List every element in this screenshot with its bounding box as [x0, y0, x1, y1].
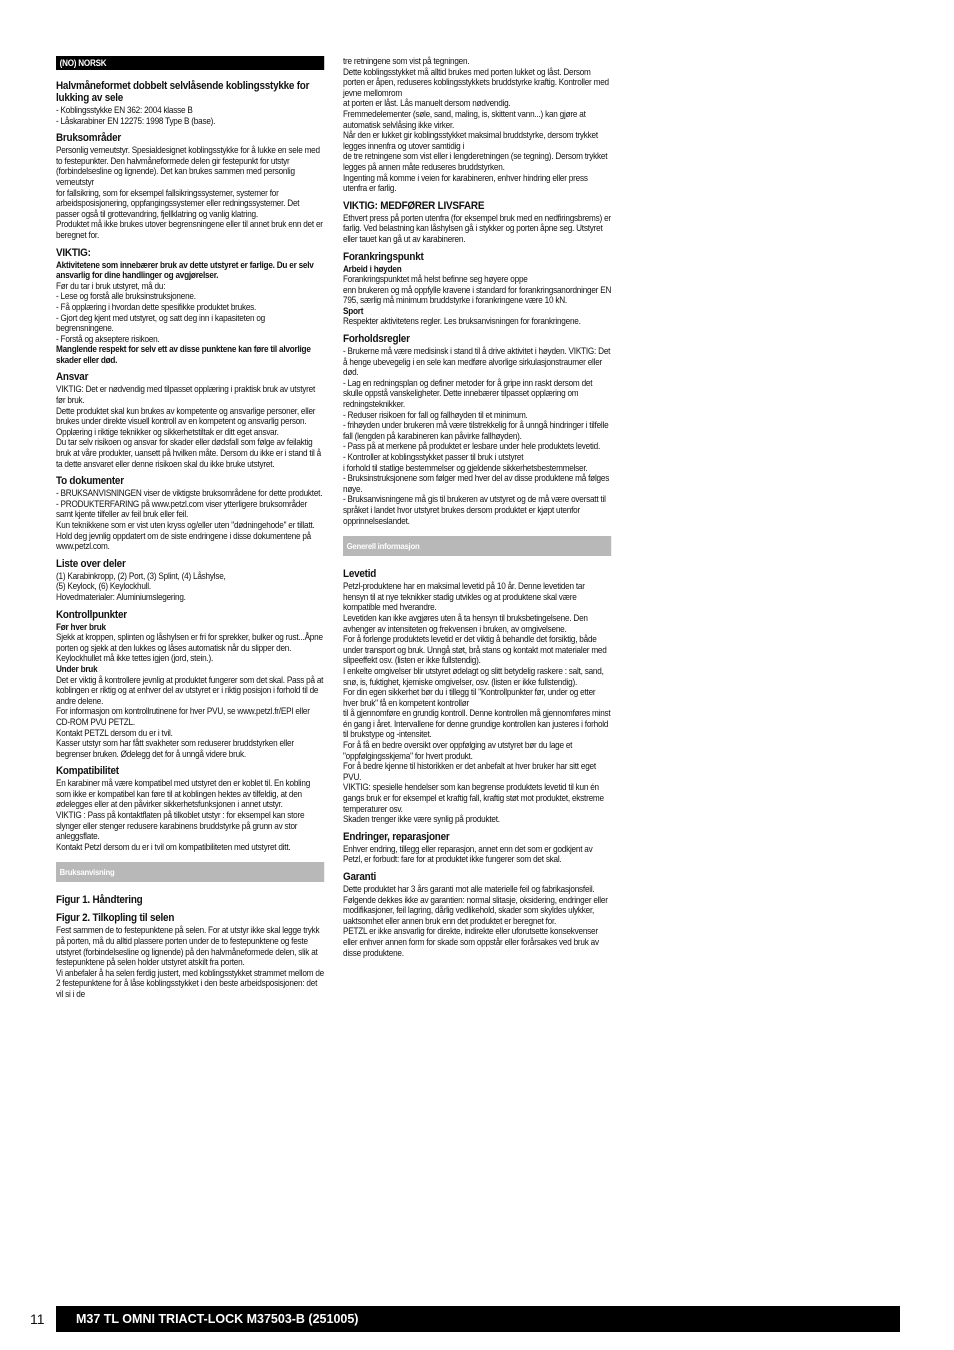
subheading-under-bruk: Under bruk	[56, 663, 98, 674]
text-for-hver-bruk: Sjekk at kroppen, splinten og låshylsen er fri for sprekker, bulker og rust...Åpne porten og sjekk at den lukkes og låses automatisk når du slipper den. Keylockhullet må ikke tettes igjen (jord, stein.).	[56, 632, 323, 664]
subheading-sport: Sport	[343, 305, 364, 316]
text-viktig: Før du tar i bruk utstyret, må du: - Lese og forstå alle bruksinstruksjonene. - Få opplæring i hvordan dette spesifikke produktet brukes. - Gjort deg kjent med utstyret, og satt deg inn i kapasiteten og begrensningene. - Forstå og akseptere risikoen.	[56, 280, 265, 344]
product-standards: - Koblingsstykke EN 362: 2004 klasse B - Låskarabiner EN 12275: 1998 Type B (base).	[56, 105, 216, 126]
text-continuation: tre retningene som vist på tegningen. Dette koblingsstykket må alltid brukes med porten lukket og låst. Dersom porten er åpen, reduseres koblingsstykkets bruddstyrke kraftig. Kontroller med jevne mellomrom at porten er låst. Lås manuelt dersom nødvendig. Fremmedelementer (søle, sand, maling, is, skittent vann...) kan gjøre at automatisk selvlåsing ikke virker. Når den er lukket gir koblingsstykket maksimal bruddstyrke, dersom trykket legges innenfra og utover samtidig i de tre retningene som vist eller i lengderetningen (se tegning). Dersom trykket legges på annen måte reduseres bruddstyrken. Ingenting må komme i veien for karabineren, enhver hindring eller press utenfra er farlig.	[343, 56, 609, 194]
text-garanti: Dette produktet har 3 års garanti mot alle materielle feil og fabrikasjonsfeil. Følgende dekkes ikke av garantien: normal slitasje, oksidering, endringer eller modifikasjoner, feil lagring, dårlig vedlikehold, skader som skyldes ulykker, uaktsomhet eller annen bruk enn det produktet er beregnet for. PETZL er ikke ansvarlig for direkte, indirekte eller uforutsette konsekvenser eller enhver annen form for skade som oppstår eller forårsakes ved bruk av disse produktene.	[343, 884, 608, 958]
heading-garanti: Garanti	[343, 871, 377, 883]
text-liste-over-deler: (1) Karabinkropp, (2) Port, (3) Splint, (4) Låshylse, (5) Keylock, (6) Keylockhull. Hovedmaterialer: Aluminiumslegering.	[56, 570, 226, 602]
section-bar-generell-informasjon: Generell informasjon	[343, 536, 611, 556]
subheading-arbeid-i-hoyden: Arbeid i høyden	[343, 263, 402, 274]
heading-ansvar: Ansvar	[56, 371, 89, 384]
text-viktig-warning: Manglende respekt for selv ett av disse punktene kan føre til alvorlige skader eller død.	[56, 344, 311, 365]
product-title: Halvmåneformet dobbelt selvlåsende koblingsstykke for lukking av sele	[56, 80, 310, 104]
heading-endringer: Endringer, reparasjoner	[343, 830, 450, 843]
heading-bruksomrader: Bruksområder	[56, 132, 121, 145]
text-forholdsregler: - Brukerne må være medisinsk i stand til å drive aktivitet i høyden. VIKTIG: Det å henge ubevegelig i en sele kan medføre alvorlige sirkulasjonstraumer eller død. - Lag en redningsplan og definer metoder for å gripe inn raskt dersom det skulle oppstå vanskeligheter. Dette innebærer tilpasset opplæring om redningsteknikker. - Reduser risikoen for fall og fallhøyden til et minimum. - frihøyden under brukeren må være tilstrekkelig for å unngå hindringer i tilfelle fall (lengden på karabineren kan påvirke fallhøyden). - Pass på at merkene på produktet er lesbare under hele produktets levetid. - Kontroller at koblingsstykket passer til bruk i utstyret i forhold til statlige bestemmelser og gjeldende sikkerhetsbestemmelser. - Bruksinstruksjonene som følger med hver del av disse produktene må følges nøye. - Bruksanvisningene må gis til brukeren av utstyret og de må være oversatt til språket i landet hvor utstyret brukes dersom produktet er kjøpt utenfor opprinnelseslandet.	[343, 346, 611, 526]
text-ansvar: VIKTIG: Det er nødvendig med tilpasset opplæring i praktisk bruk av utstyret før bruk. Dette produktet skal kun brukes av kompetente og ansvarlige personer, eller brukes under direkte visuell kontroll av en kompetent og ansvarlig person. Opplæring i riktige teknikker og sikkerhetstiltak er ditt eget ansvar. Du tar selv risikoen og ansvar for skader eller dødsfall som følge av feilaktig bruk at våre produkter, uansett på hvilken måte. Dersom du ikke er i stand til å ta dette ansvaret eller denne risikoen skal du ikke bruke utstyret.	[56, 384, 321, 469]
heading-forankringspunkt: Forankringspunkt	[343, 250, 424, 263]
heading-livsfare: VIKTIG: MEDFØRER LIVSFARE	[343, 199, 485, 212]
heading-viktig: VIKTIG:	[56, 246, 91, 259]
footer-bar: M37 TL OMNI TRIACT-LOCK M37503-B (251005)	[56, 1306, 900, 1332]
subheading-for-hver-bruk: Før hver bruk	[56, 621, 106, 632]
text-bruksomrader: Personlig verneutstyr. Spesialdesignet koblingsstykke for å lukke en sele med to festepunkter. Den halvmåneformede delen gir festepunkt for utstyr (forbindelsesline og lignende). Det kan brukes sammen med personlig verneutstyr for fallsikring, som for eksempel fallsikringssystemer, systemer for arbeidsposisjonering, oppfangingssystemer eller redningssystemer. Det passer også til grottevandring, fjellklatring og vanlig klatring. Produktet må ikke brukes utover begrensningene eller til annet bruk enn det er beregnet for.	[56, 145, 323, 240]
text-levetid: Petzl-produktene har en maksimal levetid på 10 år. Denne levetiden tar hensyn til at nye teknikker stadig utvikles og at produktene skal være kompatible med hverandre. Levetiden kan ikke avgjøres uten å ta hensyn til bruksbetingelsene. Den avhenger av intensiteten og frekvensen i bruken, av omgivelsene. For å forlenge produktets levetid er det viktig å behandle det forsiktig, både under transport og bruk. Unngå støt, brå stans og kontakt mot materialer med slipeeffekt osv. (listen er ikke fullstendig). I enkelte omgivelser blir utstyret ødelagt og slitt betydelig raskere : salt, sand, snø, is, fuktighet, kjemiske omgivelser, osv. (listen er ikke fullstendig). For din egen sikkerhet bør du i tillegg til "Kontrollpunkter før, under og etter hver bruk" få en kompetent kontrollør til å gjennomføre en grundig kontroll. Denne kontrollen må gjennomføres minst én gang i året. Intervallene for denne grundige kontrollen kan justeres i forhold til brukstype og -intensitet. For å få en bedre oversikt over oppfølging av utstyret bør du lage et "oppfølgingsskjema" for hvert produkt. For å bedre kjenne til historikken er det anbefalt at hver bruker har sitt eget PVU. VIKTIG: spesielle hendelser som kan begrense produktets levetid til kun én gangs bruk er for eksempel et kraftig fall, kraftig støt mot produktet, ekstreme temperaturer osv. Skaden trenger ikke være synlig på produktet.	[343, 581, 611, 825]
right-column	[343, 56, 611, 958]
heading-liste-over-deler: Liste over deler	[56, 557, 126, 570]
text-arbeid-i-hoyden: Forankringspunktet må helst befinne seg høyere oppe enn brukeren og må oppfylle kravene i standard for forankringsanordninger EN 795, særlig må minimum bruddstyrke i forankringene være 10 kN.	[343, 274, 612, 306]
heading-figur-1: Figur 1. Håndtering	[56, 894, 143, 907]
text-figur-2: Fest sammen de to festepunktene på selen. For at utstyr ikke skal legge trykk på porten, må du alltid plassere porten under de to festepunktene og feste utstyret (forbindelsesline og lignende) på den halvmåneformede delen, slik at festepunktene på selen holder utstyret atskilt fra porten. Vi anbefaler å ha selen ferdig justert, med koblingsstykket strammet mellom de 2 festepunktene for å låse koblingsstykket i den beste arbeidsposisjonen: det vil si i de	[56, 925, 324, 999]
text-endringer: Enhver endring, tillegg eller reparasjon, annet enn det som er godkjent av Petzl, er forbudt: fare for at produktet ikke fungerer som det skal.	[343, 843, 593, 865]
heading-kontrollpunkter: Kontrollpunkter	[56, 608, 127, 621]
heading-to-dokumenter: To dokumenter	[56, 475, 124, 488]
language-header-bar: (NO) NORSK	[56, 56, 324, 70]
text-sport: Respekter aktivitetens regler. Les bruksanvisningen for forankringene.	[343, 316, 581, 327]
text-livsfare: Ethvert press på porten utenfra (for eksempel bruk med en nedfiringsbrems) er farlig. Ved belastning kan låshylsen gå i stykker og porten åpne seg. Utstyret eller tauet kan gå ut av karabineren.	[343, 212, 611, 244]
text-kompatibilitet: En karabiner må være kompatibel med utstyret den er koblet til. En kobling som ikke er kompatibel kan føre til at koblingen hektes av tilfeldig, at den ødelegges eller at den påvirker sikkerhetsfunksjonen i annet utstyr. VIKTIG : Pass på kontaktflaten på tilkoblet utstyr : for eksempel kan store slynger eller stenger redusere karabinens bruddstyrke på grunn av stor anleggsflate. Kontakt Petzl dersom du er i tvil om kompatibiliteten med utstyret ditt.	[56, 778, 311, 852]
heading-forholdsregler: Forholdsregler	[343, 333, 410, 346]
page-number: 11	[30, 1311, 45, 1327]
text-viktig-bold: Aktivitetene som innebærer bruk av dette utstyret er farlige. Du er selv ansvarlig for dine handlinger og avgjørelser.	[56, 259, 314, 281]
heading-kompatibilitet: Kompatibilitet	[56, 765, 119, 778]
text-under-bruk: Det er viktig å kontrollere jevnlig at produktet fungerer som det skal. Pass på at koblingen er riktig og at enhver del av utstyret er i riktig posisjon i forhold til de andre delene. For informasjon om kontrollrutinene for hver PVU, se www.petzl.fr/EPI eller CD-ROM PVU PETZL. Kontakt PETZL dersom du er i tvil. Kasser utstyr som har fått svakheter som reduserer bruddstyrken eller begrenser bruken. Ødelegg det for å unngå videre bruk.	[56, 674, 324, 759]
section-bar-bruksanvisning: Bruksanvisning	[56, 862, 324, 882]
left-column	[56, 56, 324, 1000]
heading-figur-2: Figur 2. Tilkopling til selen	[56, 912, 175, 925]
heading-levetid: Levetid	[343, 568, 377, 581]
text-to-dokumenter: - BRUKSANVISNINGEN viser de viktigste bruksområdene for dette produktet. - PRODUKTERFARING på www.petzl.com viser ytterligere bruksområder samt kjente tilfeller av feil bruk eller feil. Kun teknikkene som er vist uten kryss og/eller uten "dødningehode" er tillatt. Hold deg jevnlig oppdatert om de siste endringene i disse dokumentene på www.petzl.com.	[56, 488, 323, 552]
